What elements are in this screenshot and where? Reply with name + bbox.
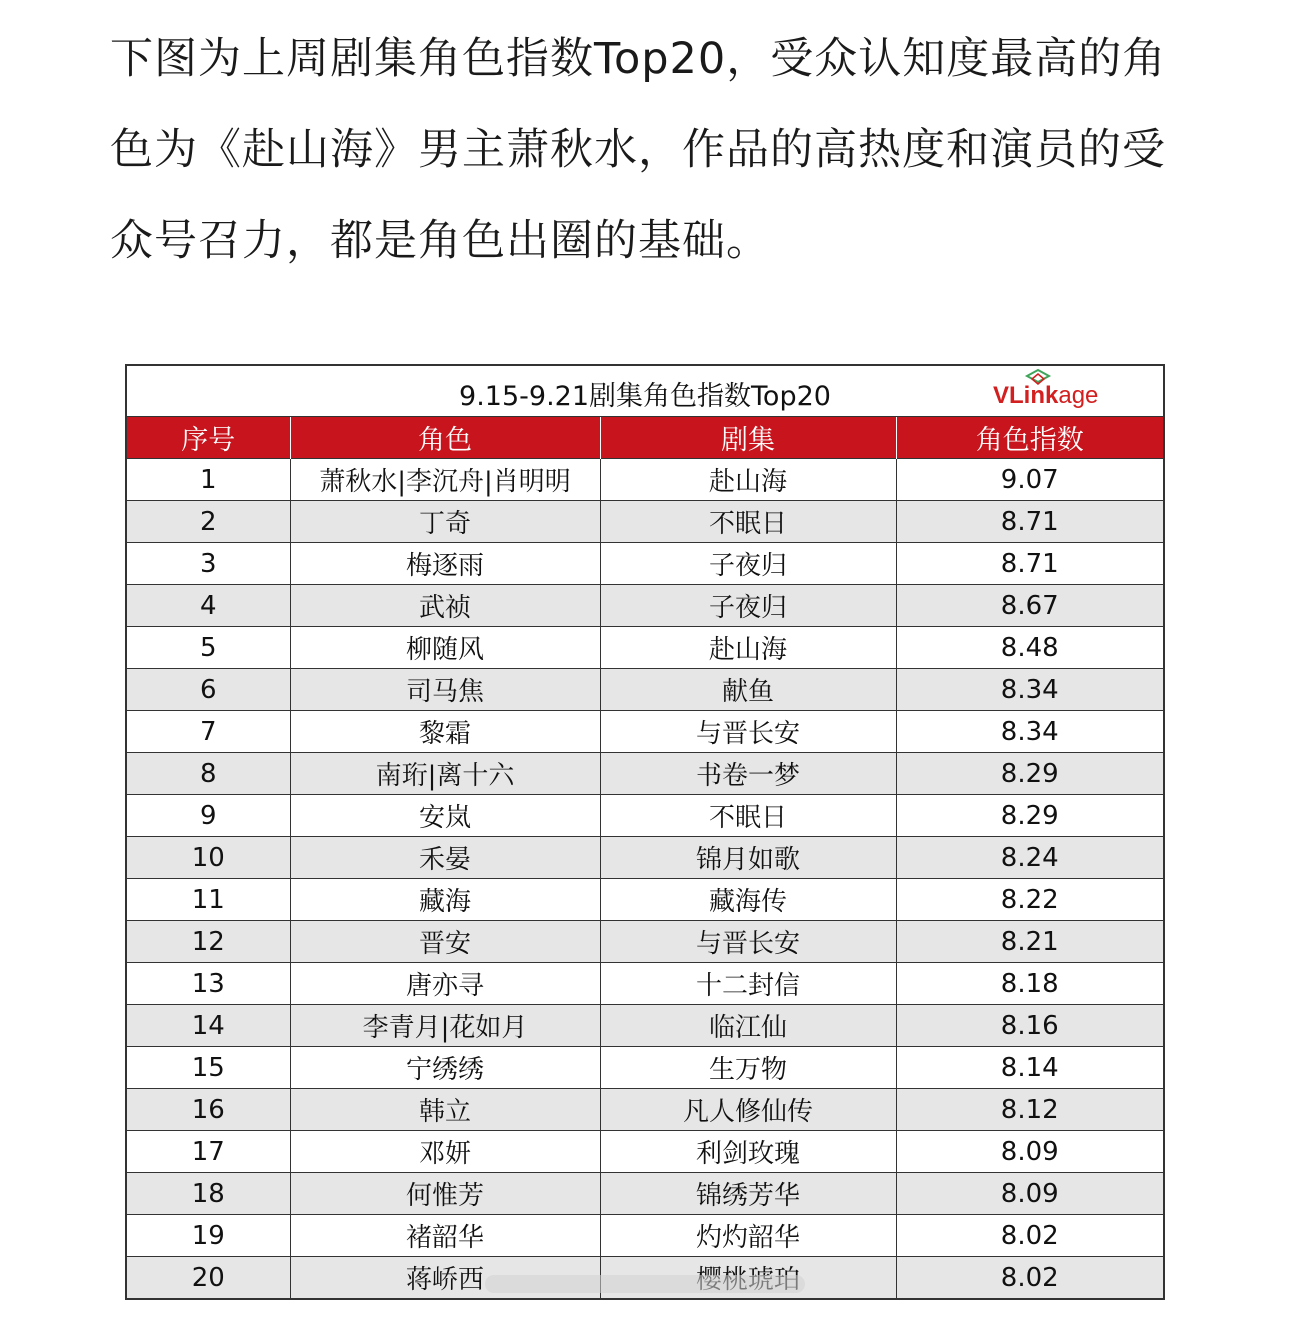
cell-index: 8.34: [896, 711, 1163, 753]
table-row: [127, 501, 1163, 543]
horizontal-scrollbar[interactable]: [485, 1275, 805, 1293]
cell-index: 8.12: [896, 1089, 1163, 1131]
table-row: [127, 711, 1163, 753]
cell-role: 安岚: [290, 795, 600, 837]
cell-role: 藏海: [290, 879, 600, 921]
table-title-row: [127, 366, 1163, 417]
header-index: 角色指数: [896, 417, 1163, 459]
cell-index: 8.67: [896, 585, 1163, 627]
table-row: [127, 1173, 1163, 1215]
header-drama: 剧集: [600, 417, 896, 459]
logo-text-age: age: [1058, 382, 1099, 409]
cell-role: 武祯: [290, 585, 600, 627]
cell-role: 丁奇: [290, 501, 600, 543]
cell-rank: 4: [127, 585, 290, 627]
intro-paragraph: 下图为上周剧集角色指数Top20，受众认知度最高的角色为《赴山海》男主萧秋水，作品的高热度和演员的受众号召力，都是角色出圈的基础。: [110, 34, 1167, 266]
cell-role: 蒋峤西: [290, 1257, 600, 1299]
cell-rank: 8: [127, 753, 290, 795]
table-row: [127, 1005, 1163, 1047]
cell-drama: 不眠日: [600, 501, 896, 543]
cell-rank: 19: [127, 1215, 290, 1257]
ranking-table: [127, 417, 1163, 1298]
ranking-table-image: [125, 364, 1165, 1300]
table-row: [127, 1131, 1163, 1173]
cell-index: 8.71: [896, 501, 1163, 543]
table-body: [127, 459, 1163, 1299]
cell-role: 宁绣绣: [290, 1047, 600, 1089]
cell-rank: 15: [127, 1047, 290, 1089]
cell-drama: 不眠日: [600, 795, 896, 837]
cell-rank: 6: [127, 669, 290, 711]
cell-rank: 5: [127, 627, 290, 669]
cell-index: 8.29: [896, 795, 1163, 837]
table-row: [127, 459, 1163, 501]
cell-role: 梅逐雨: [290, 543, 600, 585]
cell-drama: 灼灼韶华: [600, 1215, 896, 1257]
table-row: [127, 795, 1163, 837]
cell-rank: 18: [127, 1173, 290, 1215]
table-row: [127, 585, 1163, 627]
table-header-row: [127, 417, 1163, 459]
table-row: [127, 753, 1163, 795]
cell-drama: 书卷一梦: [600, 753, 896, 795]
cell-drama: 生万物: [600, 1047, 896, 1089]
cell-drama: 临江仙: [600, 1005, 896, 1047]
cell-role: 南珩|离十六: [290, 753, 600, 795]
cell-role: 唐亦寻: [290, 963, 600, 1005]
cell-drama: 十二封信: [600, 963, 896, 1005]
table-row: [127, 669, 1163, 711]
cell-rank: 2: [127, 501, 290, 543]
cell-index: 8.14: [896, 1047, 1163, 1089]
cell-index: 8.02: [896, 1257, 1163, 1299]
cell-role: 韩立: [290, 1089, 600, 1131]
cell-rank: 20: [127, 1257, 290, 1299]
table-row: [127, 837, 1163, 879]
cell-rank: 17: [127, 1131, 290, 1173]
cell-drama: 与晋长安: [600, 921, 896, 963]
cell-rank: 16: [127, 1089, 290, 1131]
header-rank: 序号: [127, 417, 290, 459]
cell-rank: 7: [127, 711, 290, 753]
cell-index: 8.34: [896, 669, 1163, 711]
cell-drama: 赴山海: [600, 459, 896, 501]
cell-role: 柳随风: [290, 627, 600, 669]
table-row: [127, 963, 1163, 1005]
cell-role: 禾晏: [290, 837, 600, 879]
cell-drama: 子夜归: [600, 585, 896, 627]
cell-index: 9.07: [896, 459, 1163, 501]
cell-drama: 赴山海: [600, 627, 896, 669]
cell-role: 萧秋水|李沉舟|肖明明: [290, 459, 600, 501]
table-row: [127, 1047, 1163, 1089]
cell-role: 黎霜: [290, 711, 600, 753]
cell-index: 8.21: [896, 921, 1163, 963]
cell-index: 8.48: [896, 627, 1163, 669]
cell-index: 8.16: [896, 1005, 1163, 1047]
cell-index: 8.29: [896, 753, 1163, 795]
cell-index: 8.71: [896, 543, 1163, 585]
cell-role: 李青月|花如月: [290, 1005, 600, 1047]
cell-index: 8.02: [896, 1215, 1163, 1257]
vlinkage-logo-text: [993, 382, 1098, 410]
cell-index: 8.24: [896, 837, 1163, 879]
cell-drama: 锦绣芳华: [600, 1173, 896, 1215]
table-row: [127, 879, 1163, 921]
table-row: [127, 1215, 1163, 1257]
cell-index: 8.22: [896, 879, 1163, 921]
cell-drama: 凡人修仙传: [600, 1089, 896, 1131]
table-row: [127, 1089, 1163, 1131]
cell-index: 8.18: [896, 963, 1163, 1005]
logo-text-vlink: VLink: [993, 382, 1059, 409]
cell-index: 8.09: [896, 1131, 1163, 1173]
cell-role: 司马焦: [290, 669, 600, 711]
cell-role: 邓妍: [290, 1131, 600, 1173]
cell-drama: 献鱼: [600, 669, 896, 711]
cell-rank: 9: [127, 795, 290, 837]
cell-rank: 1: [127, 459, 290, 501]
cell-drama: 利剑玫瑰: [600, 1131, 896, 1173]
cell-rank: 3: [127, 543, 290, 585]
cell-rank: 14: [127, 1005, 290, 1047]
cell-drama: 藏海传: [600, 879, 896, 921]
cell-rank: 12: [127, 921, 290, 963]
cell-rank: 11: [127, 879, 290, 921]
table-title: 9.15-9.21剧集角色指数Top20: [459, 381, 831, 412]
cell-role: 褚韶华: [290, 1215, 600, 1257]
table-row: [127, 543, 1163, 585]
cell-drama: 子夜归: [600, 543, 896, 585]
cell-rank: 10: [127, 837, 290, 879]
cell-drama: 锦月如歌: [600, 837, 896, 879]
vlinkage-logo: [993, 368, 1115, 412]
cell-role: 晋安: [290, 921, 600, 963]
table-row: [127, 921, 1163, 963]
table-row: [127, 627, 1163, 669]
cell-role: 何惟芳: [290, 1173, 600, 1215]
cell-index: 8.09: [896, 1173, 1163, 1215]
cell-drama: 与晋长安: [600, 711, 896, 753]
header-role: 角色: [290, 417, 600, 459]
cell-rank: 13: [127, 963, 290, 1005]
